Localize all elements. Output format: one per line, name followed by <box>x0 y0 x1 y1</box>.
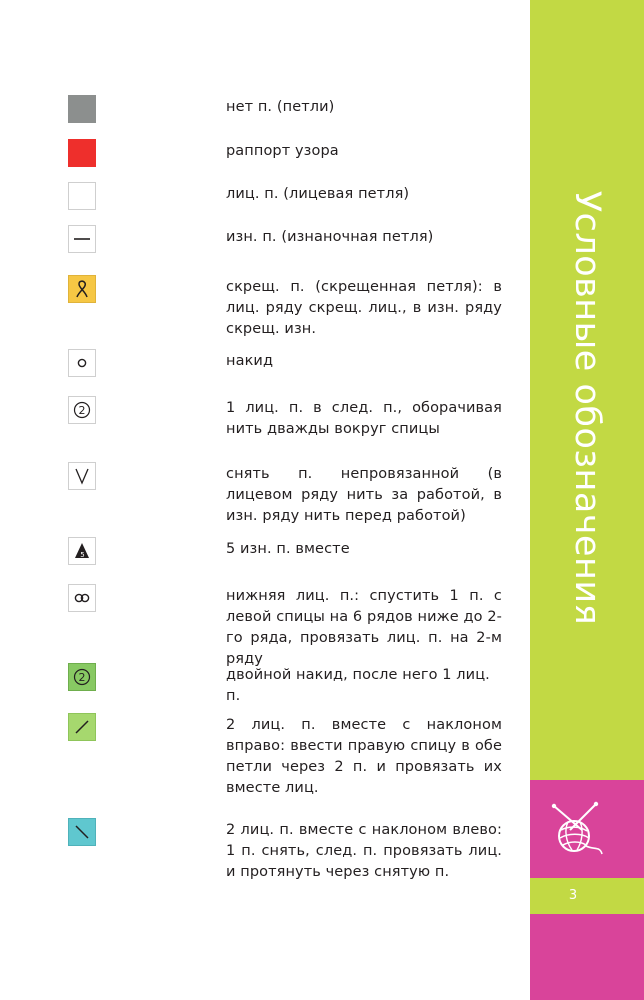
circled-two-glyph: 2 <box>78 671 86 684</box>
double-loop-icon <box>68 584 96 612</box>
five-together-icon <box>68 537 96 565</box>
legend-text: скрещ. п. (скрещенная петля): в лиц. ряду скрещ. лиц., в изн. ряду скрещ. изн. <box>226 279 502 337</box>
sidebar-page-band <box>530 878 644 914</box>
legend-text: нижняя лиц. п.: спустить 1 п. с левой спицы на 6 рядов ниже до 2-го ряда, провязать лиц. п. на 2-м ряду <box>226 588 502 667</box>
grey-square-icon <box>68 95 96 123</box>
sidebar <box>530 0 644 1000</box>
circled-two-glyph: 2 <box>78 404 86 417</box>
page-number: 3 <box>568 888 578 903</box>
legend-text: накид <box>226 353 274 369</box>
legend-text: 2 лиц. п. вместе с наклоном влево: 1 п. снять, след. п. провязать лиц. и протянуть через снятую п. <box>226 822 502 880</box>
empty-square-icon <box>68 182 96 210</box>
legend-text: нет п. (петли) <box>226 99 335 115</box>
red-square-icon <box>68 139 96 167</box>
green-circled-two-icon <box>68 663 96 691</box>
sidebar-pink-band <box>530 780 644 878</box>
legend-text: снять п. непровязанной (в лицевом ряду нить за работой, в изн. ряду нить перед работой) <box>226 466 502 524</box>
yarn-ball-icon <box>544 800 608 860</box>
dash-icon <box>68 225 96 253</box>
small-circle-icon <box>68 349 96 377</box>
legend-text: 5 изн. п. вместе <box>226 541 350 557</box>
legend-text: изн. п. (изнаночная петля) <box>226 229 434 245</box>
legend-text: 2 лиц. п. вместе с наклоном вправо: ввести правую спицу в обе петли через 2 п. и провязать их вместе лиц. <box>226 717 502 796</box>
twisted-loop-icon <box>68 275 96 303</box>
circled-two-icon <box>68 396 96 424</box>
sidebar-pink-bottom <box>530 914 644 1000</box>
right-slant-icon <box>68 713 96 741</box>
legend-text: двойной накид, после него 1 лиц. п. <box>226 667 490 704</box>
legend-text: раппорт узора <box>226 143 339 159</box>
five-glyph: 5 <box>80 551 85 559</box>
legend-text: лиц. п. (лицевая петля) <box>226 186 410 202</box>
v-icon <box>68 462 96 490</box>
sidebar-title-wrap <box>530 0 644 780</box>
sidebar-title: Условные обозначения <box>567 190 608 626</box>
left-slant-icon <box>68 818 96 846</box>
legend-text: 1 лиц. п. в след. п., оборачивая нить дважды вокруг спицы <box>226 400 502 437</box>
